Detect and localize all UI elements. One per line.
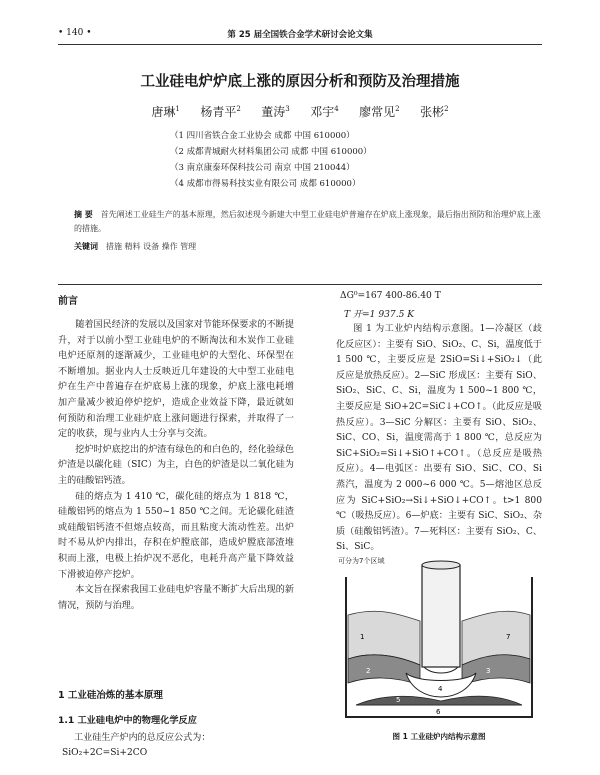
- paragraph: 硅的熔点为 1 410 ℃，碳化硅的熔点为 1 818 ℃，硅酸铝钙的熔点为 1 550~1 850 ℃之间。无论碳化硅渣或硅酸铝钙渣不但熔点较高，而且粘度大流动性差。出炉时不易从炉内排出，存积在炉膛底部，造成炉膛底部渣堆积而上涨，电极上抬炉况不恶化，电耗升高产量下降效益下滑被迫停产挖炉。: [58, 491, 294, 580]
- journal-title: 第 25 届全国铁合金学术研讨会论文集: [227, 30, 373, 40]
- formula-intro: 工业硅生产炉内的总反应公式为：: [74, 733, 211, 743]
- author-list: [58, 103, 542, 120]
- abstract: [74, 208, 544, 236]
- keywords-text: 措施 精料 设备 操作 管理: [106, 242, 197, 251]
- right-body: [336, 322, 542, 556]
- abstract-rule: [58, 284, 542, 285]
- abstract-label: 摘 要: [74, 210, 93, 219]
- author: 张彬$^2$: [420, 105, 449, 119]
- figure-stamp: 可分为7个区域: [338, 557, 385, 565]
- intro-body: [58, 318, 294, 614]
- zone-label: 4: [438, 685, 443, 693]
- figure-caption: 图 1 工业硅炉内结构示意图: [392, 732, 486, 741]
- author: 唐琳$^1$: [151, 105, 180, 119]
- paper-title: 工业硅电炉炉底上涨的原因分析和预防及治理措施: [140, 74, 460, 90]
- paragraph: 本文旨在探索我国工业硅电炉容量不断扩大后出现的新情况，预防与治理。: [58, 585, 294, 611]
- intro-heading: 前言: [58, 296, 78, 307]
- paragraph: 挖炉时炉底挖出的炉渣有绿色的和白色的，经化验绿色炉渣是以碳化硅（SIC）为主，白色的炉渣是以二氧化硅为主的硅酸铝钙渣。: [58, 444, 294, 486]
- zone-label: 1: [360, 633, 365, 641]
- zone-label: 7: [506, 633, 511, 641]
- abstract-text: 首先阐述工业硅生产的基本原理，然后叙述现今新建大中型工业硅电炉普遍存在炉底上涨现象，最后指出预防和治理炉底上涨的措施。: [74, 210, 541, 233]
- keywords: [74, 241, 544, 252]
- zone-label: 2: [366, 667, 371, 675]
- affiliation: （3 南京康泰环保科技公司 南京 中国 210044）: [170, 163, 355, 173]
- affiliation: （1 四川省铁合金工业协会 成都 中国 610000）: [170, 131, 355, 141]
- paragraph: 随着国民经济的发展以及国家对节能环保要求的不断提升，对于以前小型工业硅电炉的不断淘汰和木炭作工业硅电炉还原剂的逐渐减少，工业硅电炉的大型化、环保型在不断增加。据业内人士反映近几年建设的大中型工业硅电炉在生产中普遍存在炉底易上涨的现象，炉底上涨电耗增加产量减少被迫停炉挖炉，造成企业效益下降，最近就如何预防和治理工业硅炉底上涨问题进行探索，并取得了一定的收获，现与业内人士分享与交流。: [58, 320, 294, 440]
- affiliation: （2 成都青城耐火材料集团公司 成都 中国 610000）: [170, 147, 372, 157]
- zone-label: 3: [486, 667, 491, 675]
- reaction-formula: SiO₂+2C=Si+2CO: [62, 748, 148, 758]
- page-number: • 140 •: [58, 28, 92, 38]
- subsection-heading: 1.1 工业硅电炉中的物理化学反应: [58, 715, 197, 726]
- paragraph: 图 1 为工业炉内结构示意图。1—冷凝区（歧化反应区）：主要有 SiO、SiO₂、C、Si，温度低于 1 500 ℃，主要反应是 2SiO=Si↓+SiO₂↓（此反应是放热反应）。2—SiC 形成区：主要有 SiO、SiO₂、SiC、C、Si，温度为 1 500~1 800 ℃，主要反应是 SiO+2C=SiC↓+CO↑。（此反应是吸热反应）。3—SiC 分解区：主要有 SiO、SiO₂、SiC、CO、Si，温度需高于 1 800 ℃，总反应为 SiC+SiO₂=Si↓+SiO↑+CO↑。（总反应是吸热反应）。4—电弧区：出要有 SiO、SiC、CO、Si 蒸汽，温度为 2 000~6 000 ℃。5—熔池区总反应为 SiC+SiO₂→Si↓+SiO↓+CO↑。t>1 800 ℃（吸热反应）。6—炉底：主要有 SiC、SiO₂、杂质（硅酸铝钙渣）。7—死料区：主要有 SiO₂、C、Si、SiC。: [336, 324, 542, 553]
- gibbs-equation: ΔG⁰=167 400-86.40 T: [340, 291, 441, 301]
- zone-label: 5: [396, 696, 401, 704]
- electrode: [422, 565, 460, 667]
- section-heading: 1 工业硅冶炼的基本原理: [58, 690, 163, 701]
- author: 杨青平$^2$: [200, 105, 241, 119]
- temperature-equation: T 开=1 937.5 K: [344, 310, 415, 320]
- affiliation: （4 成都市得易科技实业有限公司 成都 610000）: [170, 179, 361, 189]
- molten-bath: [356, 696, 522, 705]
- running-header: [58, 28, 542, 42]
- author: 邓宇$^4$: [310, 105, 339, 119]
- keywords-label: 关键词: [74, 242, 98, 251]
- affiliations: [170, 128, 470, 192]
- author: 董涛$^3$: [261, 105, 290, 119]
- electrode-tip: [424, 667, 458, 673]
- author: 廖常见$^2$: [359, 105, 400, 119]
- electrode-top: [422, 561, 460, 569]
- header-rule: [58, 44, 542, 45]
- zone-label: 6: [436, 708, 441, 716]
- furnace-diagram: [336, 555, 542, 725]
